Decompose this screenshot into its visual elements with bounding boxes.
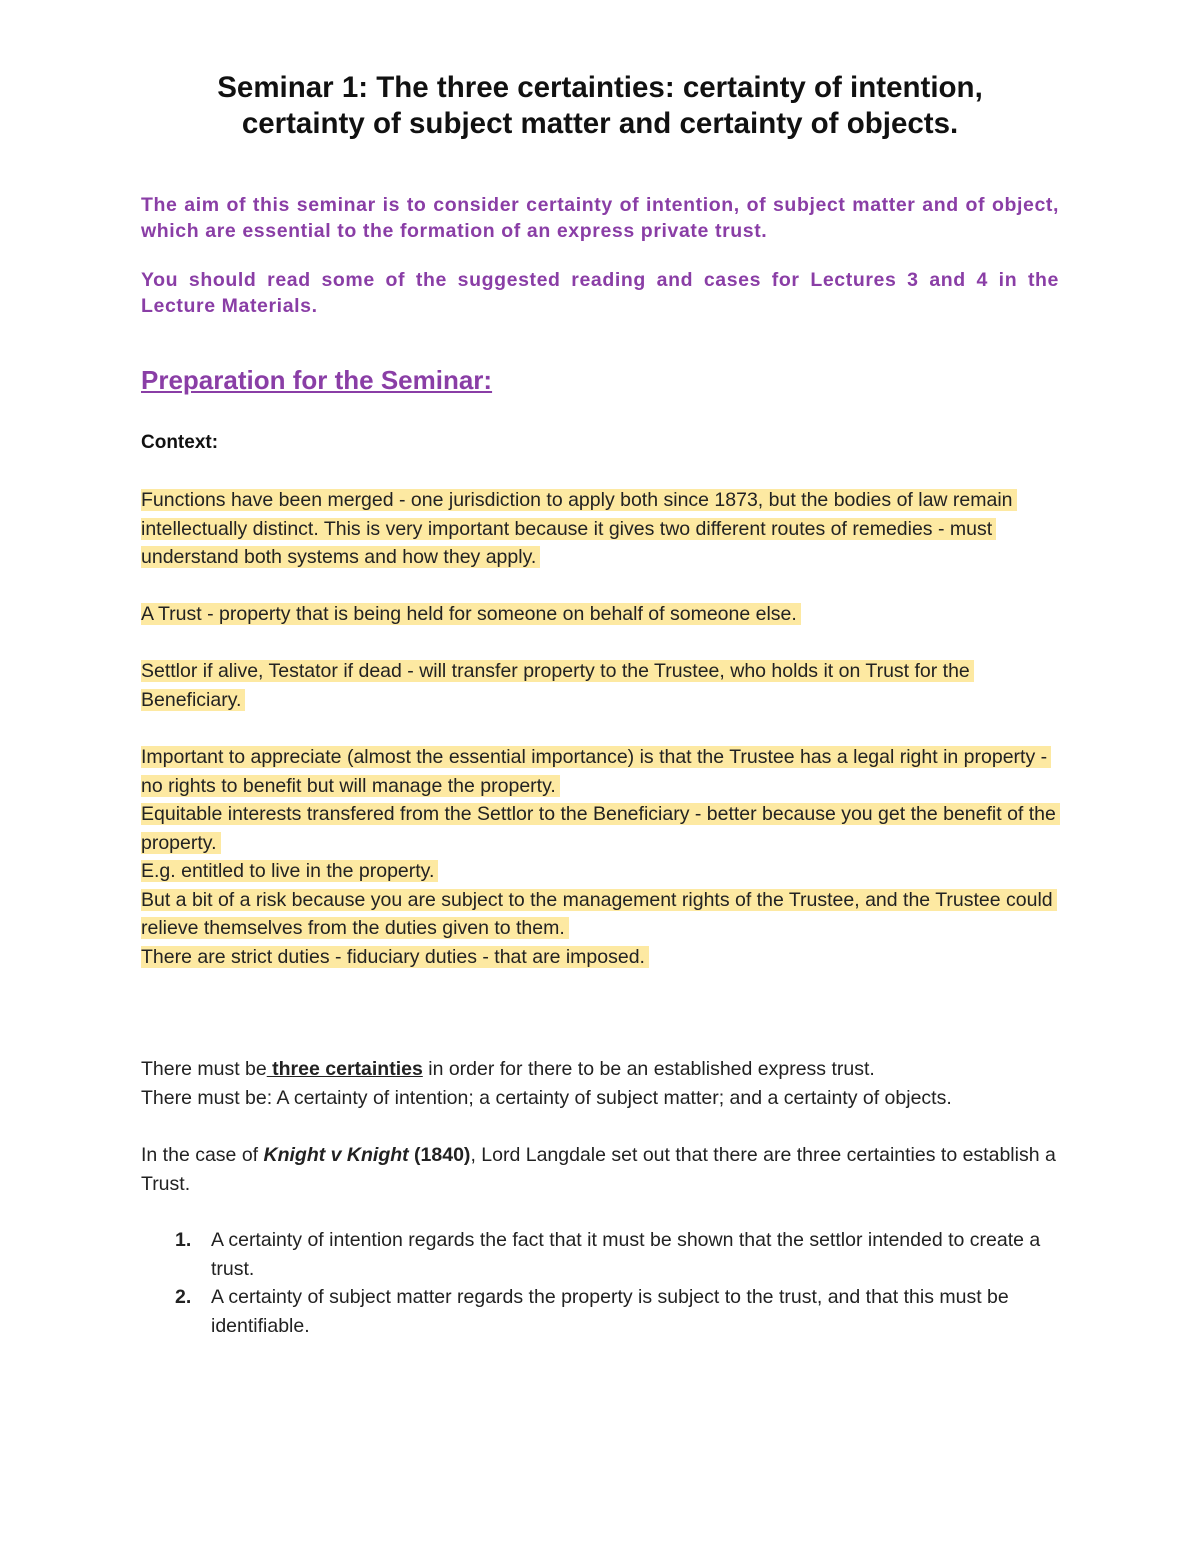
certainties-intro xyxy=(141,1055,1071,1112)
note-line xyxy=(141,743,1056,800)
reading-paragraph: You should read some of the suggested reading and cases for Lectures 3 and 4 in the Lecture Materials. xyxy=(141,269,1059,317)
highlighted-text: Settlor if alive, Testator if dead - will transfer property to the Trustee, who holds it on Trust for the Beneficiary. xyxy=(141,660,974,711)
aim-paragraph: The aim of this seminar is to consider certainty of intention, of subject matter and of object, which are essential to the formation of an express private trust. xyxy=(141,194,1059,242)
note-line xyxy=(141,857,1056,886)
list-item xyxy=(141,1283,1061,1340)
title-line-2: certainty of subject matter and certainty of objects. xyxy=(241,107,959,140)
case-pre: In the case of xyxy=(141,1144,264,1166)
context-label: Context: xyxy=(141,432,219,453)
note-line xyxy=(141,800,1056,857)
list-text: A certainty of intention regards the fact that it must be shown that the settlor intended to create a trust. xyxy=(211,1229,1041,1280)
certainties-line-1 xyxy=(141,1055,1071,1084)
note-trust xyxy=(141,600,1071,629)
case-year: (1840) xyxy=(408,1144,471,1166)
highlighted-text: A Trust - property that is being held for someone on behalf of someone else. xyxy=(141,603,801,625)
highlighted-text: Equitable interests transfered from the Settlor to the Beneficiary - better because you get the benefit of the property. xyxy=(141,803,1060,854)
list-number: 1. xyxy=(175,1229,192,1251)
highlighted-text: Important to appreciate (almost the essential importance) is that the Trustee has a legal right in property - no rights to benefit but will manage the property. xyxy=(141,746,1051,797)
note-functions xyxy=(141,486,1061,572)
title-line-1: Seminar 1: The three certainties: certainty of intention, xyxy=(217,71,983,104)
page-title xyxy=(100,70,1100,142)
highlighted-text: There are strict duties - fiduciary duties - that are imposed. xyxy=(141,946,649,968)
list-item xyxy=(141,1226,1061,1283)
note-line xyxy=(141,943,1056,972)
certainties-line-2: There must be: A certainty of intention; a certainty of subject matter; and a certainty of objects. xyxy=(141,1086,952,1109)
highlighted-text: But a bit of a risk because you are subject to the management rights of the Trustee, and the Trustee could relieve themselves from the duties given to them. xyxy=(141,889,1057,940)
highlighted-text: Functions have been merged - one jurisdiction to apply both since 1873, but the bodies of law remain intellectually distinct. This is very important because it gives two different routes of remedies - must understand both systems and how they apply. xyxy=(141,489,1017,568)
section-heading: Preparation for the Seminar: xyxy=(141,365,493,395)
certainties-list xyxy=(141,1226,1061,1340)
note-settlor xyxy=(141,657,1066,714)
text-post: in order for there to be an established express trust. xyxy=(422,1058,875,1080)
text-pre: There must be xyxy=(141,1058,267,1080)
note-trustee-rights xyxy=(141,743,1056,971)
list-text: A certainty of subject matter regards the property is subject to the trust, and that this must be identifiable. xyxy=(211,1286,1009,1337)
note-line xyxy=(141,886,1056,943)
three-certainties-term: three certainties xyxy=(266,1058,423,1080)
list-number: 2. xyxy=(175,1286,192,1308)
case-paragraph xyxy=(141,1141,1061,1198)
highlighted-text: E.g. entitled to live in the property. xyxy=(141,860,438,882)
case-post: , Lord Langdale set out that there are three certainties to establish a Trust. xyxy=(141,1144,1056,1195)
case-name: Knight v Knight xyxy=(263,1144,409,1166)
